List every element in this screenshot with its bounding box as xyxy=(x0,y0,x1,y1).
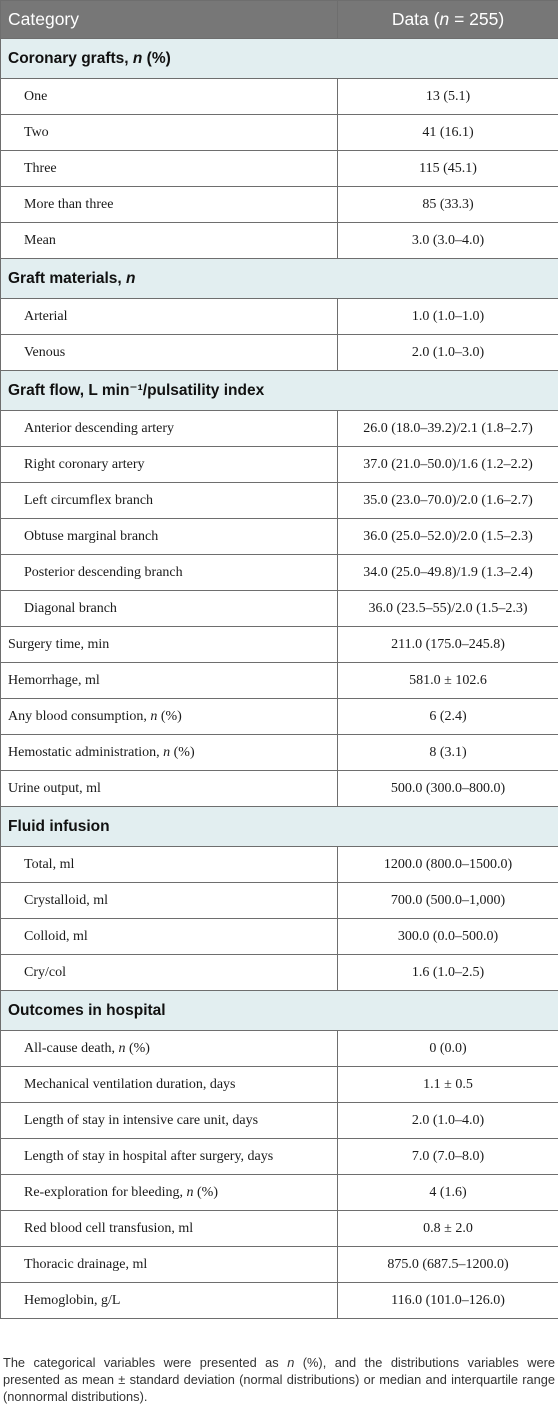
row-value: 0 (0.0) xyxy=(338,1031,558,1067)
section-row xyxy=(1,259,558,299)
row-label: Posterior descending branch xyxy=(1,555,338,591)
row-label: Mean xyxy=(1,223,338,259)
header-category: Category xyxy=(1,1,338,39)
row-value: 4 (1.6) xyxy=(338,1175,558,1211)
row-label: Hemoglobin, g/L xyxy=(1,1283,338,1319)
row-label: Crystalloid, ml xyxy=(1,883,338,919)
row-value: 36.0 (25.0–52.0)/2.0 (1.5–2.3) xyxy=(338,519,558,555)
row-value: 211.0 (175.0–245.8) xyxy=(338,627,558,663)
table-row xyxy=(1,1175,558,1211)
row-label: Obtuse marginal branch xyxy=(1,519,338,555)
table-row xyxy=(1,1211,558,1247)
table-row xyxy=(1,411,558,447)
table-row xyxy=(1,447,558,483)
row-label: More than three xyxy=(1,187,338,223)
row-label: Length of stay in intensive care unit, days xyxy=(1,1103,338,1139)
row-value: 116.0 (101.0–126.0) xyxy=(338,1283,558,1319)
table-header-row xyxy=(1,1,558,39)
table-row xyxy=(1,1247,558,1283)
table-body xyxy=(1,39,558,1319)
row-value: 26.0 (18.0–39.2)/2.1 (1.8–2.7) xyxy=(338,411,558,447)
table-row xyxy=(1,335,558,371)
section-title: Coronary grafts, n (%) xyxy=(1,39,558,79)
row-label: Red blood cell transfusion, ml xyxy=(1,1211,338,1247)
row-value: 1200.0 (800.0–1500.0) xyxy=(338,847,558,883)
table-row xyxy=(1,955,558,991)
section-row xyxy=(1,39,558,79)
table-row xyxy=(1,1103,558,1139)
table-row xyxy=(1,735,558,771)
row-label: Thoracic drainage, ml xyxy=(1,1247,338,1283)
row-value: 37.0 (21.0–50.0)/1.6 (1.2–2.2) xyxy=(338,447,558,483)
row-value: 700.0 (500.0–1,000) xyxy=(338,883,558,919)
row-value: 8 (3.1) xyxy=(338,735,558,771)
row-label: Arterial xyxy=(1,299,338,335)
table-row xyxy=(1,79,558,115)
row-label: All-cause death, n (%) xyxy=(1,1031,338,1067)
table-row xyxy=(1,299,558,335)
row-value: 115 (45.1) xyxy=(338,151,558,187)
table-row xyxy=(1,591,558,627)
row-label: Cry/col xyxy=(1,955,338,991)
table-row xyxy=(1,187,558,223)
table-row xyxy=(1,771,558,807)
row-label: Length of stay in hospital after surgery, days xyxy=(1,1139,338,1175)
row-label: Anterior descending artery xyxy=(1,411,338,447)
table-row xyxy=(1,555,558,591)
row-label: Any blood consumption, n (%) xyxy=(1,699,338,735)
row-value: 85 (33.3) xyxy=(338,187,558,223)
row-value: 1.1 ± 0.5 xyxy=(338,1067,558,1103)
row-value: 6 (2.4) xyxy=(338,699,558,735)
section-title: Graft flow, L min⁻¹/pulsatility index xyxy=(1,371,558,411)
table-row xyxy=(1,627,558,663)
row-value: 36.0 (23.5–55)/2.0 (1.5–2.3) xyxy=(338,591,558,627)
table-row xyxy=(1,883,558,919)
row-value: 35.0 (23.0–70.0)/2.0 (1.6–2.7) xyxy=(338,483,558,519)
row-value: 581.0 ± 102.6 xyxy=(338,663,558,699)
row-value: 1.6 (1.0–2.5) xyxy=(338,955,558,991)
row-label: Diagonal branch xyxy=(1,591,338,627)
row-label: Left circumflex branch xyxy=(1,483,338,519)
row-value: 41 (16.1) xyxy=(338,115,558,151)
row-value: 1.0 (1.0–1.0) xyxy=(338,299,558,335)
row-value: 2.0 (1.0–4.0) xyxy=(338,1103,558,1139)
table-row xyxy=(1,699,558,735)
table-row xyxy=(1,919,558,955)
row-label: Urine output, ml xyxy=(1,771,338,807)
row-label: One xyxy=(1,79,338,115)
table-row xyxy=(1,483,558,519)
row-value: 3.0 (3.0–4.0) xyxy=(338,223,558,259)
section-title: Graft materials, n xyxy=(1,259,558,299)
row-label: Right coronary artery xyxy=(1,447,338,483)
section-row xyxy=(1,807,558,847)
row-label: Mechanical ventilation duration, days xyxy=(1,1067,338,1103)
row-value: 34.0 (25.0–49.8)/1.9 (1.3–2.4) xyxy=(338,555,558,591)
table-row xyxy=(1,1283,558,1319)
row-value: 7.0 (7.0–8.0) xyxy=(338,1139,558,1175)
row-label: Re-exploration for bleeding, n (%) xyxy=(1,1175,338,1211)
row-label: Colloid, ml xyxy=(1,919,338,955)
table-row xyxy=(1,1067,558,1103)
table-row xyxy=(1,663,558,699)
row-label: Three xyxy=(1,151,338,187)
row-label: Total, ml xyxy=(1,847,338,883)
row-label: Hemostatic administration, n (%) xyxy=(1,735,338,771)
row-value: 300.0 (0.0–500.0) xyxy=(338,919,558,955)
table-row xyxy=(1,1139,558,1175)
row-label: Hemorrhage, ml xyxy=(1,663,338,699)
table-footnote: The categorical variables were presented as n (%), and the distributions variables were presented as mean ± standard deviation (normal distributions) or median and interquartile range (nonnormal distributions). xyxy=(0,1354,555,1405)
row-label: Surgery time, min xyxy=(1,627,338,663)
row-value: 0.8 ± 2.0 xyxy=(338,1211,558,1247)
header-data: Data (n = 255) xyxy=(338,1,558,39)
section-row xyxy=(1,991,558,1031)
section-row xyxy=(1,371,558,411)
table-row xyxy=(1,151,558,187)
table-row xyxy=(1,519,558,555)
row-value: 2.0 (1.0–3.0) xyxy=(338,335,558,371)
row-label: Venous xyxy=(1,335,338,371)
table-row xyxy=(1,847,558,883)
row-value: 13 (5.1) xyxy=(338,79,558,115)
row-label: Two xyxy=(1,115,338,151)
table-row xyxy=(1,223,558,259)
table-row xyxy=(1,115,558,151)
row-value: 875.0 (687.5–1200.0) xyxy=(338,1247,558,1283)
row-value: 500.0 (300.0–800.0) xyxy=(338,771,558,807)
section-title: Fluid infusion xyxy=(1,807,558,847)
table-row xyxy=(1,1031,558,1067)
section-title: Outcomes in hospital xyxy=(1,991,558,1031)
